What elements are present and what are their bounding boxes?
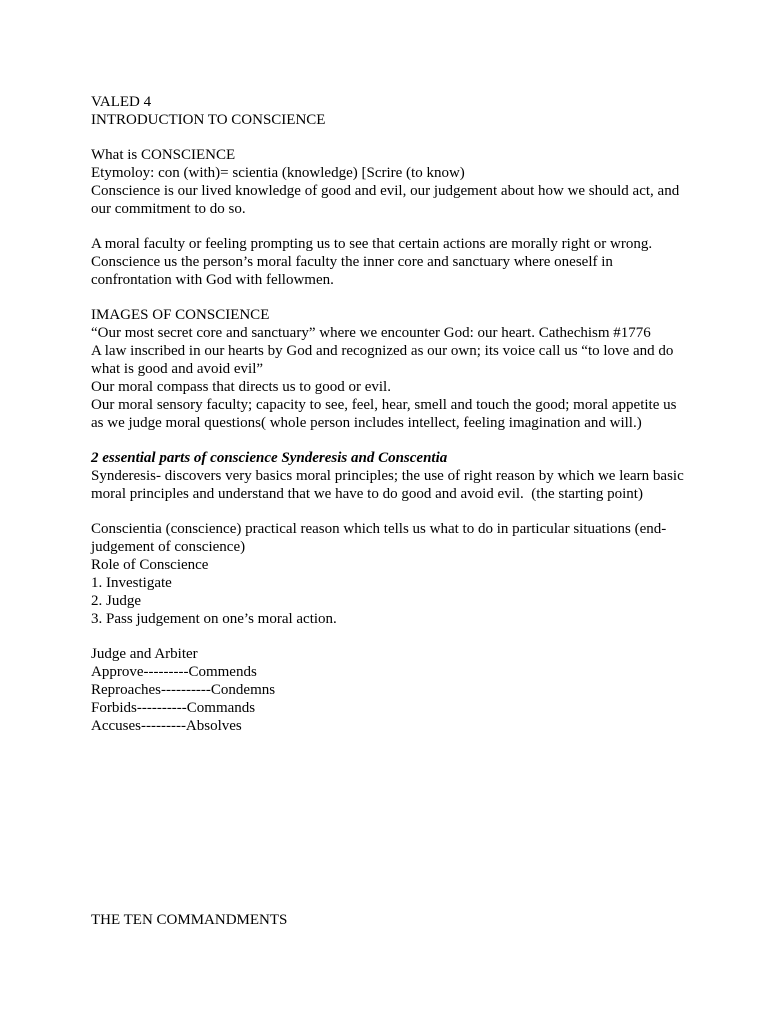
- judge-item: Reproaches----------Condemns: [91, 682, 276, 698]
- spacer: [91, 289, 691, 306]
- spacer: [91, 628, 691, 645]
- course-code: VALED 4: [91, 94, 152, 110]
- conscientia-text: Conscientia (conscience) practical reason which tells us what to do in particular situations (end-judgement of conscience): [91, 521, 667, 555]
- role-item: 3. Pass judgement on one’s moral action.: [91, 611, 337, 627]
- judge-item: Accuses---------Absolves: [91, 718, 242, 734]
- spacer: [91, 129, 691, 146]
- images-heading: IMAGES OF CONSCIENCE: [91, 307, 270, 323]
- judge-item: Approve---------Commends: [91, 664, 257, 680]
- image-item: A law inscribed in our hearts by God and recognized as our own; its voice call us “to love and do what is good and avoid evil”: [91, 343, 678, 377]
- document-body: [91, 93, 691, 735]
- what-is-heading: What is CONSCIENCE: [91, 147, 236, 163]
- ten-commandments-heading: [91, 911, 691, 929]
- image-item: Our moral sensory faculty; capacity to see, feel, hear, smell and touch the good; moral appetite us as we judge moral questions( whole person includes intellect, feeling imagination and will.): [91, 397, 681, 431]
- spacer: [91, 218, 691, 235]
- synderesis-text: Synderesis- discovers very basics moral principles; the use of right reason by which we learn basic moral principles and understand that we have to do good and avoid evil. (the starting point): [91, 468, 688, 502]
- role-item: 2. Judge: [91, 593, 141, 609]
- judge-item: Forbids----------Commands: [91, 700, 256, 716]
- spacer: [91, 503, 691, 520]
- moral-faculty-text: A moral faculty or feeling prompting us to see that certain actions are morally right or wrong. Conscience us the person’s moral faculty the inner core and sanctuary where oneself in confrontation with God with fellowmen.: [91, 236, 656, 288]
- judge-heading: Judge and Arbiter: [91, 646, 198, 662]
- role-item: 1. Investigate: [91, 575, 172, 591]
- spacer: [91, 432, 691, 449]
- role-heading: Role of Conscience: [91, 557, 209, 573]
- ten-commandments-text: THE TEN COMMANDMENTS: [91, 912, 288, 928]
- document-title: INTRODUCTION TO CONSCIENCE: [91, 112, 326, 128]
- definition-text: Conscience is our lived knowledge of good and evil, our judgement about how we should act, and our commitment to do so.: [91, 183, 683, 217]
- etymology-text: Etymoloy: con (with)= scientia (knowledge) [Scrire (to know): [91, 165, 465, 181]
- parts-heading: 2 essential parts of conscience Synderesis and Conscentia: [91, 450, 448, 466]
- image-item: “Our most secret core and sanctuary” where we encounter God: our heart. Cathechism #1776: [91, 325, 651, 341]
- image-item: Our moral compass that directs us to good or evil.: [91, 379, 391, 395]
